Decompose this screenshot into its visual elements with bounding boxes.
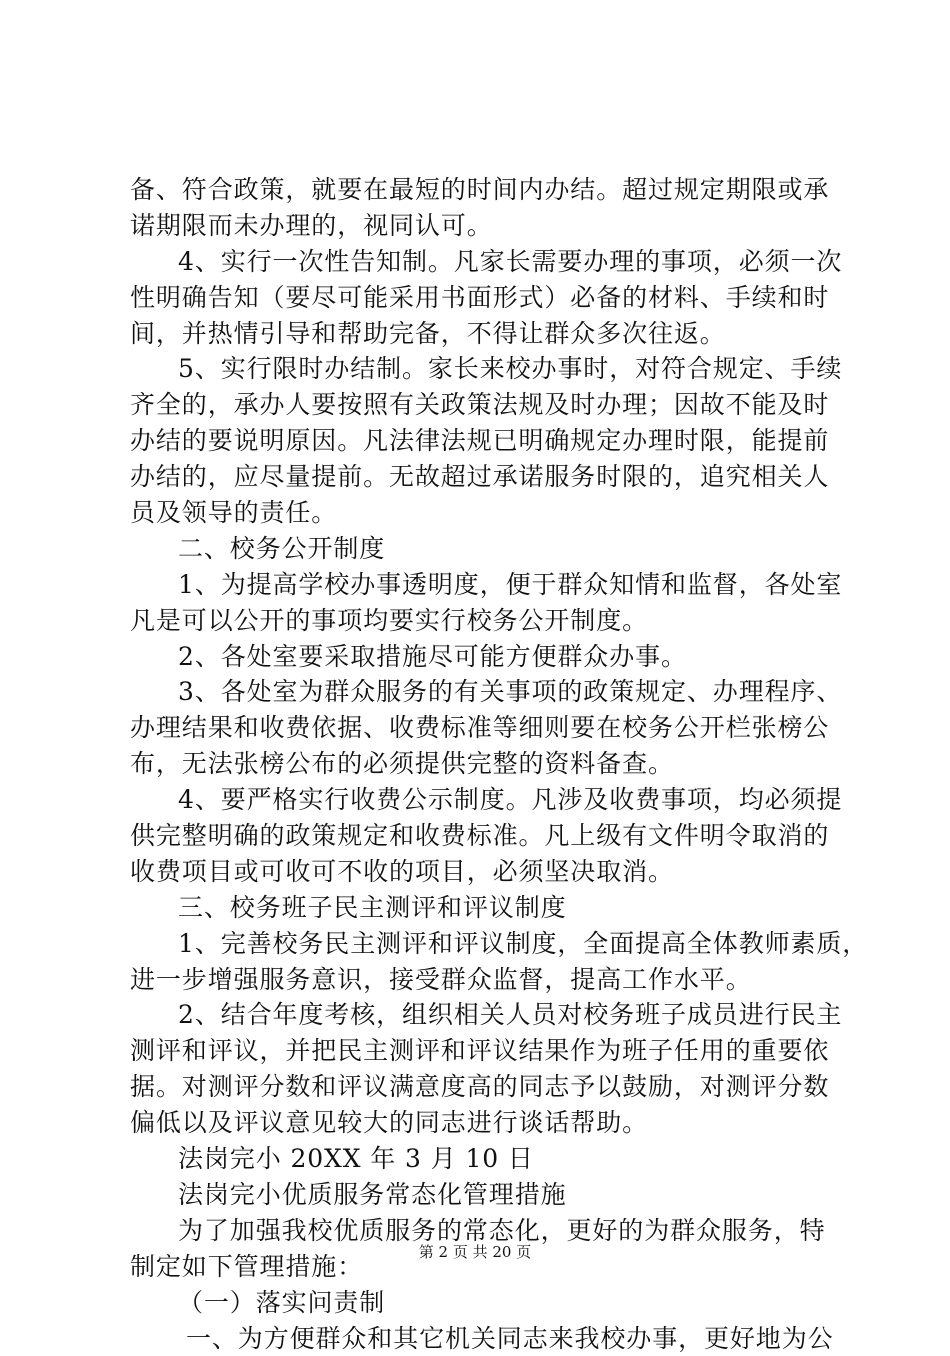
- paragraph-line: （一）落实问责制: [130, 1285, 830, 1321]
- paragraph-line: 性明确告知（要尽可能采用书面形式）必备的材料、手续和时: [130, 280, 830, 316]
- paragraph-line: 法岗完小 20XX 年 3 月 10 日: [130, 1141, 830, 1177]
- paragraph-line: 1、为提高学校办事透明度，便于群众知情和监督，各处室: [130, 567, 830, 603]
- paragraph-line: 偏低以及评议意见较大的同志进行谈话帮助。: [130, 1105, 830, 1141]
- paragraph-line: 法岗完小优质服务常态化管理措施: [130, 1177, 830, 1213]
- document-body: [130, 172, 830, 1356]
- paragraph-line: 间，并热情引导和帮助完备，不得让群众多次往返。: [130, 316, 830, 352]
- paragraph-line: 办结的，应尽量提前。无故超过承诺服务时限的，追究相关人: [130, 459, 830, 495]
- paragraph-line: 凡是可以公开的事项均要实行校务公开制度。: [130, 603, 830, 639]
- paragraph-line: 4、要严格实行收费公示制度。凡涉及收费事项，均必须提: [130, 782, 830, 818]
- paragraph-line: 员及领导的责任。: [130, 495, 830, 531]
- paragraph-line: 2、结合年度考核，组织相关人员对校务班子成员进行民主: [130, 997, 830, 1033]
- paragraph-line: 5、实行限时办结制。家长来校办事时，对符合规定、手续: [130, 351, 830, 387]
- paragraph-line: 供完整明确的政策规定和收费标准。凡上级有文件明令取消的: [130, 818, 830, 854]
- page-footer: 第 2 页 共 20 页: [0, 1242, 950, 1262]
- paragraph-line: 备、符合政策，就要在最短的时间内办结。超过规定期限或承: [130, 172, 830, 208]
- paragraph-line: 4、实行一次性告知制。凡家长需要办理的事项，必须一次: [130, 244, 830, 280]
- paragraph-line: 1、完善校务民主测评和评议制度，全面提高全体教师素质，: [130, 926, 830, 962]
- paragraph-line: 3、各处室为群众服务的有关事项的政策规定、办理程序、: [130, 674, 830, 710]
- paragraph-line: 三、校务班子民主测评和评议制度: [130, 890, 830, 926]
- paragraph-line: 诺期限而未办理的，视同认可。: [130, 208, 830, 244]
- paragraph-line: 测评和评议，并把民主测评和评议结果作为班子任用的重要依: [130, 1033, 830, 1069]
- paragraph-line: 据。对测评分数和评议满意度高的同志予以鼓励，对测评分数: [130, 1069, 830, 1105]
- paragraph-line: 2、各处室要采取措施尽可能方便群众办事。: [130, 639, 830, 675]
- paragraph-line: 进一步增强服务意识，接受群众监督，提高工作水平。: [130, 962, 830, 998]
- paragraph-line: 为了加强我校优质服务的常态化，更好的为群众服务，特: [130, 1213, 830, 1249]
- paragraph-line: 齐全的，承办人要按照有关政策法规及时办理；因故不能及时: [130, 387, 830, 423]
- paragraph-line: 布，无法张榜公布的必须提供完整的资料备查。: [130, 746, 830, 782]
- paragraph-line: 一、为方便群众和其它机关同志来我校办事，更好地为公: [130, 1321, 830, 1356]
- paragraph-line: 办理结果和收费依据、收费标准等细则要在校务公开栏张榜公: [130, 710, 830, 746]
- paragraph-line: 办结的要说明原因。凡法律法规已明确规定办理时限，能提前: [130, 423, 830, 459]
- paragraph-line: 收费项目或可收可不收的项目，必须坚决取消。: [130, 854, 830, 890]
- paragraph-line: 制定如下管理措施：: [130, 1249, 830, 1285]
- paragraph-line: 二、校务公开制度: [130, 531, 830, 567]
